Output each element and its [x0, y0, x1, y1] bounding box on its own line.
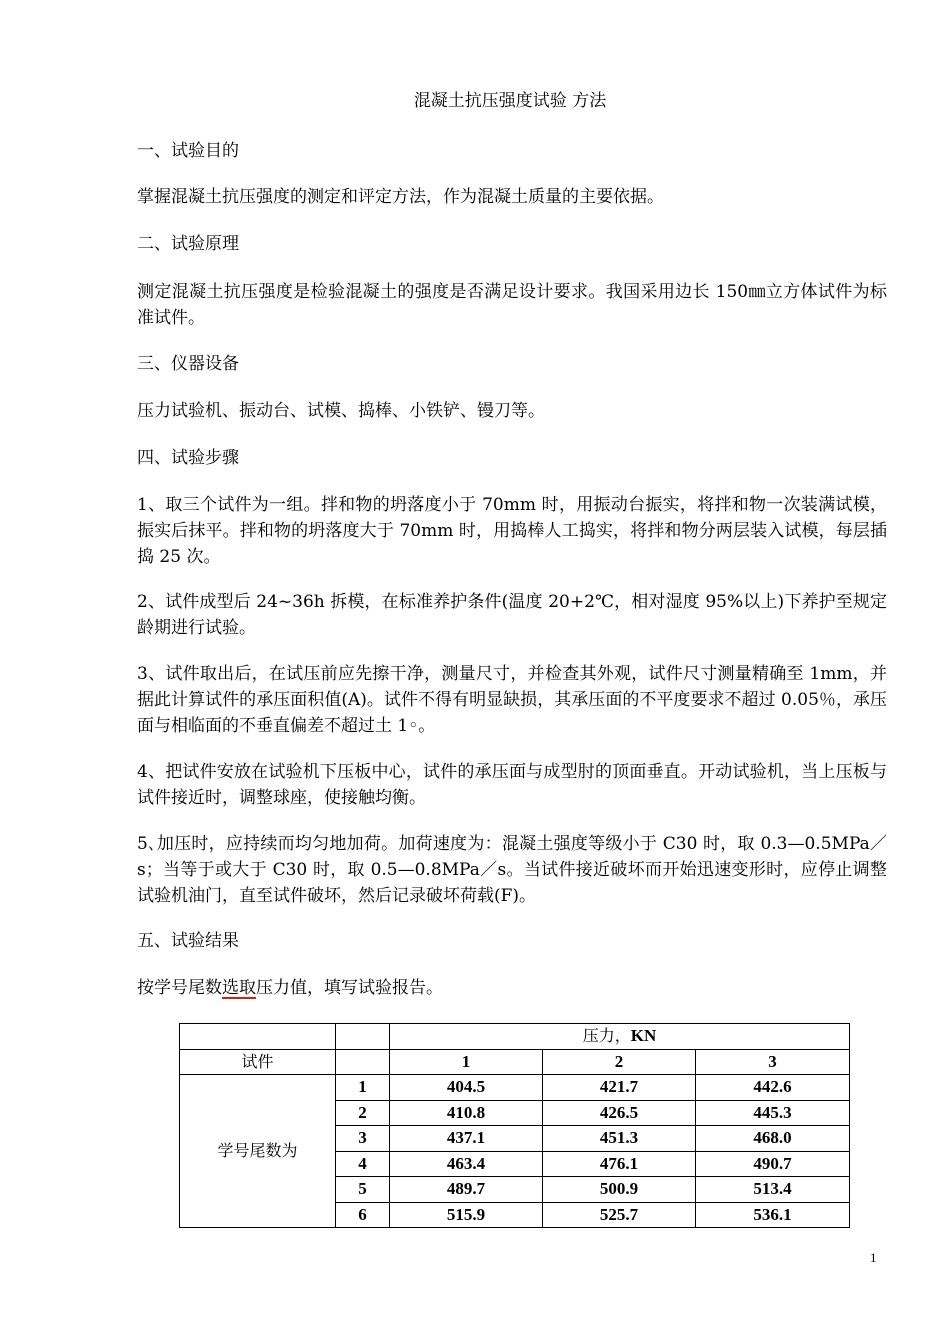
purpose-text: 掌握混凝土抗压强度的测定和评定方法，作为混凝土质量的主要依据。: [137, 187, 664, 207]
row-digit-cell: 4: [336, 1151, 390, 1177]
specimen-label-cell: 试件: [180, 1049, 336, 1075]
value-cell: 468.0: [696, 1126, 850, 1152]
section-heading-procedure: 四、试验步骤: [137, 448, 239, 468]
table-row: [180, 1075, 850, 1101]
value-cell: 404.5: [390, 1075, 543, 1101]
procedure-step-1: 1、取三个试件为一组。拌和物的坍落度小于 70mm 时，用振动台振实，将拌和物一次装满试模，振实后抹平。拌和物的坍落度大于 70mm 时，用捣棒人工捣实，将拌和物分两层装入试模，每层插捣 25 次。: [137, 495, 887, 567]
value-cell: 490.7: [696, 1151, 850, 1177]
specimen-col-header: 2: [543, 1049, 696, 1075]
equipment-text: 压力试验机、振动台、试模、捣棒、小铁铲、镘刀等。: [137, 401, 545, 421]
row-digit-cell: 1: [336, 1075, 390, 1101]
section-heading-results: 五、试验结果: [137, 931, 239, 951]
value-cell: 463.4: [390, 1151, 543, 1177]
section-heading-equipment: 三、仪器设备: [137, 354, 239, 374]
value-cell: 515.9: [390, 1202, 543, 1228]
value-cell: 445.3: [696, 1100, 850, 1126]
row-digit-cell: 6: [336, 1202, 390, 1228]
results-text: [137, 975, 887, 1001]
document-title: 混凝土抗压强度试验 方法: [413, 91, 607, 111]
results-text-underlined: 选取: [222, 978, 256, 998]
procedure-step-3: 3、试件取出后，在试压前应先擦干净，测量尺寸，并检查其外观，试件尺寸测量精确至 1mm，并据此计算试件的承压面积值(A)。试件不得有明显缺损，其承压面的不平度要求不超过 0.05％，承压面与相临面的不垂直偏差不超过土 1◦。: [137, 664, 887, 736]
table-corner-cell: [336, 1049, 390, 1075]
section-heading-principle: 二、试验原理: [137, 234, 239, 254]
value-cell: 525.7: [543, 1202, 696, 1228]
row-group-label-cell: 学号尾数为: [180, 1075, 336, 1228]
value-cell: 437.1: [390, 1126, 543, 1152]
value-cell: 500.9: [543, 1177, 696, 1203]
row-digit-cell: 3: [336, 1126, 390, 1152]
specimen-col-header: 1: [390, 1049, 543, 1075]
table-corner-cell: [336, 1024, 390, 1050]
value-cell: 442.6: [696, 1075, 850, 1101]
section-heading-purpose: 一、试验目的: [137, 141, 239, 161]
pressure-table: [179, 1023, 850, 1228]
table-header-row-specimen: [180, 1049, 850, 1075]
pressure-header-unit: KN: [630, 1026, 657, 1046]
value-cell: 489.7: [390, 1177, 543, 1203]
results-text-before: 按学号尾数: [137, 978, 222, 998]
procedure-step-5: 5､加压时，应持续而均匀地加荷。加荷速度为：混凝土强度等级小于 C30 时，取 0.3—0.5MPa／s；当等于或大于 C30 时，取 0.5—0.8MPa／s。当试件接近破坏而开始迅速变形时，应停止调整试验机油门，直至试件破坏，然后记录破坏荷载(F)。: [137, 834, 887, 906]
page-number: 1: [870, 1250, 877, 1265]
procedure-step-4: 4、把试件安放在试验机下压板中心，试件的承压面与成型肘的顶面垂直。开动试验机，当上压板与试件接近时，调整球座，使接触均衡。: [137, 762, 887, 808]
table-header-row-pressure: [180, 1024, 850, 1050]
principle-text: 测定混凝土抗压强度是检验混凝土的强度是否满足设计要求。我国采用边长 150㎜立方体试件为标准试件。: [137, 282, 887, 328]
procedure-step-2: 2、试件成型后 24~36h 拆模，在标准养护条件(温度 20+2℃，相对湿度 95%以上)下养护至规定龄期进行试验。: [137, 592, 887, 638]
value-cell: 451.3: [543, 1126, 696, 1152]
value-cell: 421.7: [543, 1075, 696, 1101]
row-digit-cell: 2: [336, 1100, 390, 1126]
value-cell: 410.8: [390, 1100, 543, 1126]
results-text-after: 压力值，填写试验报告。: [256, 978, 443, 998]
row-digit-cell: 5: [336, 1177, 390, 1203]
value-cell: 536.1: [696, 1202, 850, 1228]
pressure-header-label: 压力，: [582, 1026, 631, 1046]
value-cell: 513.4: [696, 1177, 850, 1203]
value-cell: 426.5: [543, 1100, 696, 1126]
value-cell: 476.1: [543, 1151, 696, 1177]
table-corner-cell: [180, 1024, 336, 1050]
pressure-header-cell: [390, 1024, 850, 1050]
specimen-col-header: 3: [696, 1049, 850, 1075]
